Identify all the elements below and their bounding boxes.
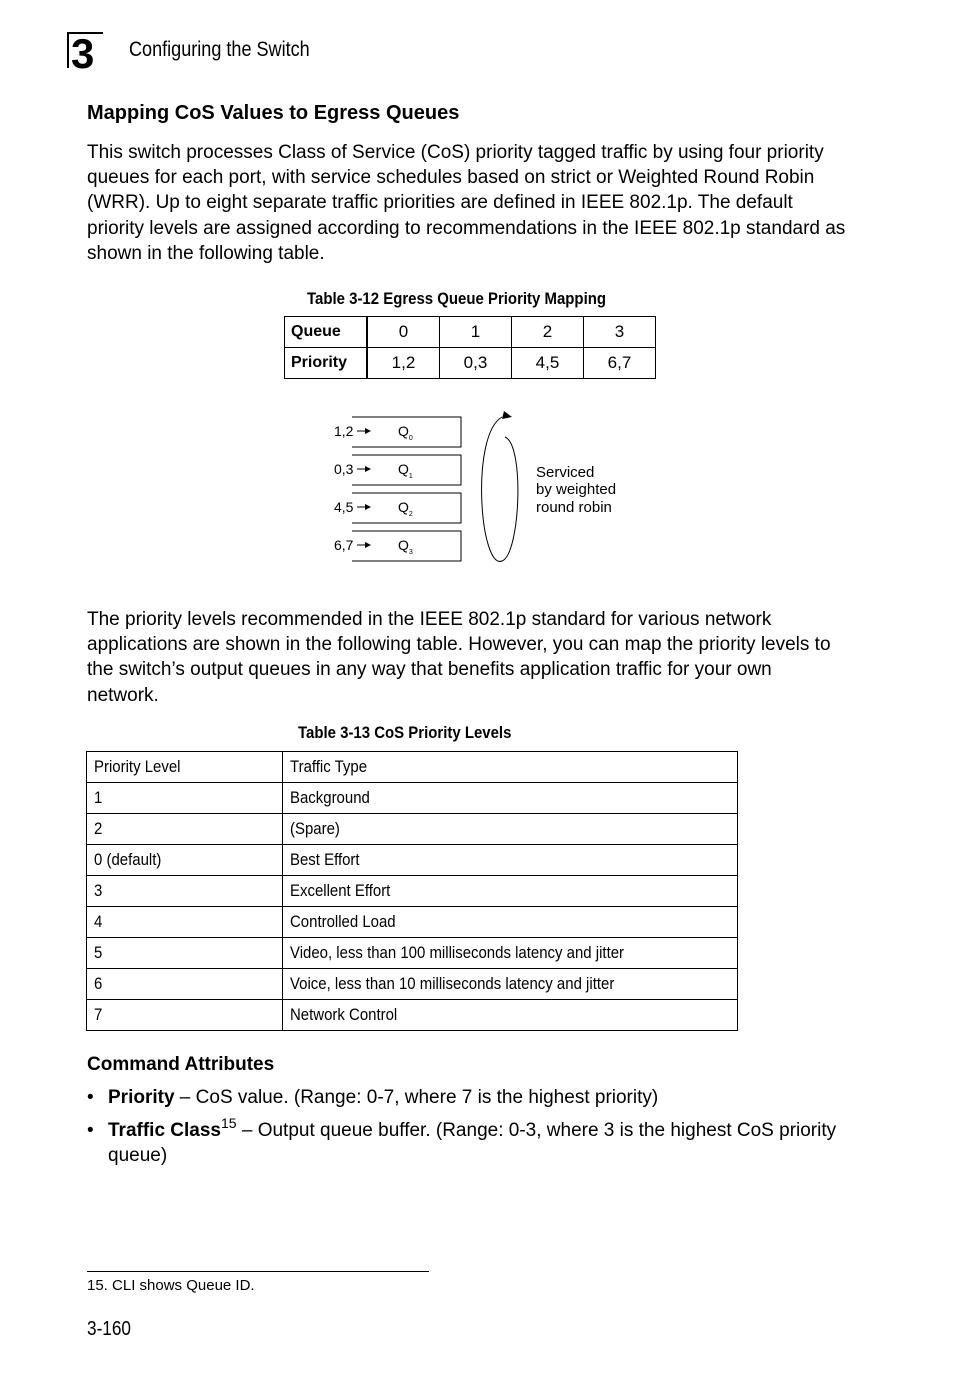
traffic-type-cell: Voice, less than 10 milliseconds latency and jitter xyxy=(283,969,738,1000)
diagram-input-label: 4,5 xyxy=(334,499,354,515)
table-row xyxy=(87,845,738,876)
priority-cell: 0,3 xyxy=(440,348,512,379)
loop-arrowhead-icon xyxy=(502,411,512,419)
page-number: 3-160 xyxy=(87,1318,131,1340)
attribute-description: – Output queue buffer. (Range: 0-3, where 3 is the highest CoS priority queue) xyxy=(108,1120,837,1167)
chapter-title: Configuring the Switch xyxy=(129,38,310,61)
queue-label: $Q_1$ xyxy=(398,461,413,480)
traffic-type-cell: Excellent Effort xyxy=(283,876,738,907)
priority-level-cell: 5 xyxy=(87,938,283,969)
queue-cell: 2 xyxy=(512,317,584,348)
traffic-type-cell: Network Control xyxy=(283,1000,738,1031)
list-item xyxy=(87,1085,867,1111)
chapter-number: 3 xyxy=(67,32,103,68)
queue-cell: 3 xyxy=(584,317,656,348)
priority-cell: 6,7 xyxy=(584,348,656,379)
second-paragraph: The priority levels recommended in the IEEE 802.1p standard for various network applications are shown in the following table. However, you can map the priority levels to the switch’s output queues in any way that benefits application traffic for your own network. xyxy=(87,609,831,706)
round-robin-loop-icon xyxy=(482,417,518,561)
list-item xyxy=(87,1115,867,1170)
queue-cell: 1 xyxy=(440,317,512,348)
priority-level-cell: 6 xyxy=(87,969,283,1000)
attribute-term: Traffic Class xyxy=(108,1120,221,1141)
cos-priority-levels-table xyxy=(86,751,738,1031)
traffic-type-cell: Background xyxy=(283,783,738,814)
diagram-input-label: 0,3 xyxy=(334,461,354,477)
command-attributes-title: Command Attributes xyxy=(87,1054,275,1075)
table-header-row xyxy=(87,752,738,783)
footnote-reference[interactable]: 15 xyxy=(221,1115,237,1131)
traffic-type-cell: Best Effort xyxy=(283,845,738,876)
table-row xyxy=(285,317,656,348)
column-header: Traffic Type xyxy=(283,752,738,783)
priority-cell: 4,5 xyxy=(512,348,584,379)
attribute-description: – CoS value. (Range: 0-7, where 7 is the highest priority) xyxy=(174,1087,659,1108)
service-label-line: by weighted xyxy=(536,481,617,498)
diagram-input-label: 6,7 xyxy=(334,537,354,553)
queue-cell: 0 xyxy=(367,317,440,348)
traffic-type-cell: Video, less than 100 milliseconds latency and jitter xyxy=(283,938,738,969)
priority-cell: 1,2 xyxy=(367,348,440,379)
footnote: 15. CLI shows Queue ID. xyxy=(87,1277,255,1294)
table-row xyxy=(87,907,738,938)
priority-level-cell: 4 xyxy=(87,907,283,938)
wrr-queue-diagram xyxy=(320,405,660,575)
queue-label: $Q_2$ xyxy=(398,499,413,518)
queue-label: $Q_0$ xyxy=(398,423,413,442)
table-3-12-caption: Table 3-12 Egress Queue Priority Mapping xyxy=(307,289,607,308)
service-label-line: Serviced xyxy=(536,464,595,481)
section-title: Mapping CoS Values to Egress Queues xyxy=(87,102,460,124)
row-header-queue: Queue xyxy=(285,317,368,348)
service-label-line: round robin xyxy=(536,499,612,516)
table-row xyxy=(87,876,738,907)
priority-level-cell: 0 (default) xyxy=(87,845,283,876)
queue-label: $Q_3$ xyxy=(398,537,413,556)
table-row xyxy=(87,969,738,1000)
table-3-13-caption: Table 3-13 CoS Priority Levels xyxy=(298,723,512,742)
table-row xyxy=(87,783,738,814)
table-row xyxy=(87,814,738,845)
row-header-priority: Priority xyxy=(285,348,368,379)
priority-level-cell: 1 xyxy=(87,783,283,814)
priority-level-cell: 3 xyxy=(87,876,283,907)
bullet-icon: • xyxy=(87,1120,94,1141)
bullet-icon: • xyxy=(87,1087,94,1108)
footnote-divider xyxy=(87,1271,429,1272)
table-row xyxy=(87,938,738,969)
priority-level-cell: 7 xyxy=(87,1000,283,1031)
traffic-type-cell: Controlled Load xyxy=(283,907,738,938)
attribute-term: Priority xyxy=(108,1087,175,1108)
traffic-type-cell: (Spare) xyxy=(283,814,738,845)
egress-queue-priority-table xyxy=(284,316,656,379)
column-header: Priority Level xyxy=(87,752,283,783)
priority-level-cell: 2 xyxy=(87,814,283,845)
intro-paragraph: This switch processes Class of Service (CoS) priority tagged traffic by using four priority queues for each port, with service schedules based on strict or Weighted Round Robin (WRR). Up to eight separate traffic priorities are defined in IEEE 802.1p. The default priority levels are assigned according to recommendations in the IEEE 802.1p standard as shown in the following table. xyxy=(87,142,846,264)
diagram-input-label: 1,2 xyxy=(334,423,354,439)
table-row xyxy=(87,1000,738,1031)
table-row xyxy=(285,348,656,379)
